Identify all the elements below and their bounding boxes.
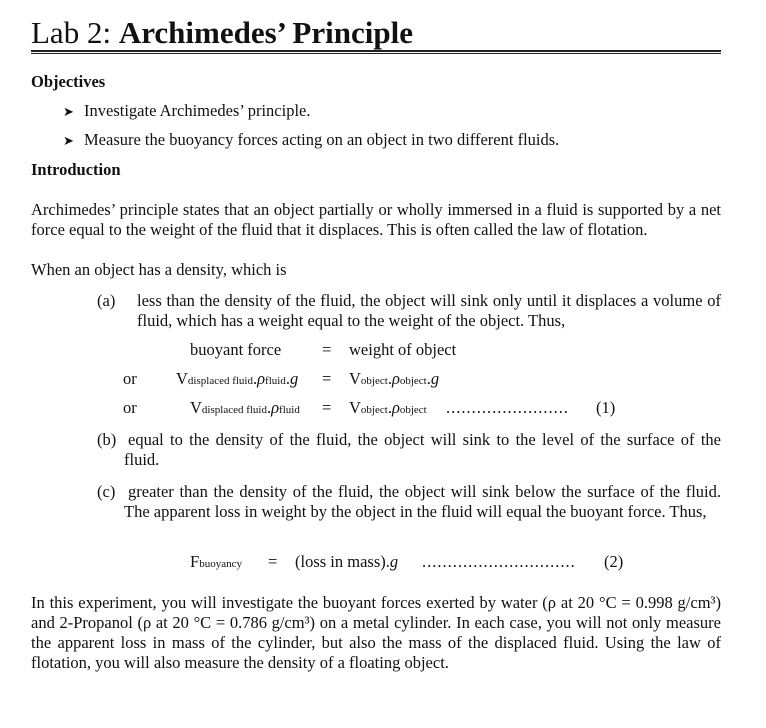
title-prefix: Lab 2: xyxy=(31,15,119,50)
page-title xyxy=(31,14,413,52)
arrow-bullet-icon: ➤ xyxy=(63,104,74,119)
eq1-lhs: buoyant force xyxy=(190,340,282,359)
equation-buoyant-force xyxy=(190,340,281,360)
eq1-rhs: weight of object xyxy=(349,340,457,359)
arrow-bullet-icon: ➤ xyxy=(63,133,74,148)
item-b-text: equal to the density of the fluid, the object will sink to the level of the surface of the fluid. xyxy=(124,430,721,469)
intro-paragraph-3: In this experiment, you will investigate the buoyant forces exerted by water (ρ at 20 °C = 0.998 g/cm³) and 2-Propanol (ρ at 20 °C = 0.786 g/cm³) on a metal cylinder. In each case, you will not only measure the apparent loss in mass of the cylinder, but also the mass of the displaced fluid. Using the law of flotation, you will also measure the density of a floating object. xyxy=(31,593,721,672)
equation-number-2: (2) xyxy=(604,552,624,571)
objective-text: Investigate Archimedes’ principle. xyxy=(84,101,311,120)
eq2-or: or xyxy=(123,369,137,388)
item-a-text: less than the density of the fluid, the object will sink only until it displaces a volume of fluid, which has a weight equal to the weight of the object. Thus, xyxy=(137,291,721,330)
item-c-text: greater than the density of the fluid, the object will sink below the surface of the fluid. The apparent loss in weight by the object in the fluid will equal the buoyant force. Thus, xyxy=(124,482,721,521)
equation-number-1: (1) xyxy=(596,398,616,417)
objective-item xyxy=(63,130,559,151)
eq4-dots: .............................. xyxy=(422,552,576,571)
equation-2-lhs: Vdisplaced fluid.ρfluid.g xyxy=(176,369,299,388)
title-rule xyxy=(31,50,721,54)
eq3-dots: ........................ xyxy=(446,398,569,417)
intro-paragraph-2: When an object has a density, which is xyxy=(31,260,287,279)
title-bold: Archimedes’ Principle xyxy=(118,15,413,50)
eq1-equals: = xyxy=(322,340,332,359)
equation-4-rhs: (loss in mass).g xyxy=(295,552,399,571)
equation-4-lhs: Fbuoyancy xyxy=(190,552,242,571)
intro-paragraph-1: Archimedes’ principle states that an object partially or wholly immersed in a fluid is supported by a net force equal to the weight of the fluid that it displaces. This is often called the law of flotation. xyxy=(31,200,721,239)
introduction-heading: Introduction xyxy=(31,160,121,179)
objective-item xyxy=(63,101,311,122)
objectives-heading: Objectives xyxy=(31,72,106,91)
item-b-label: (b) xyxy=(97,430,117,449)
equation-2-rhs: Vobject.ρobject.g xyxy=(349,369,440,388)
eq4-equals: = xyxy=(268,552,278,571)
eq2-equals: = xyxy=(322,369,332,388)
equation-3-rhs: Vobject.ρobject xyxy=(349,398,427,417)
item-a-label: (a) xyxy=(97,291,116,310)
objective-text: Measure the buoyancy forces acting on an object in two different fluids. xyxy=(84,130,560,149)
equation-3-lhs: Vdisplaced fluid.ρfluid xyxy=(190,398,300,417)
eq3-or: or xyxy=(123,398,137,417)
item-c-label: (c) xyxy=(97,482,116,501)
eq3-equals: = xyxy=(322,398,332,417)
